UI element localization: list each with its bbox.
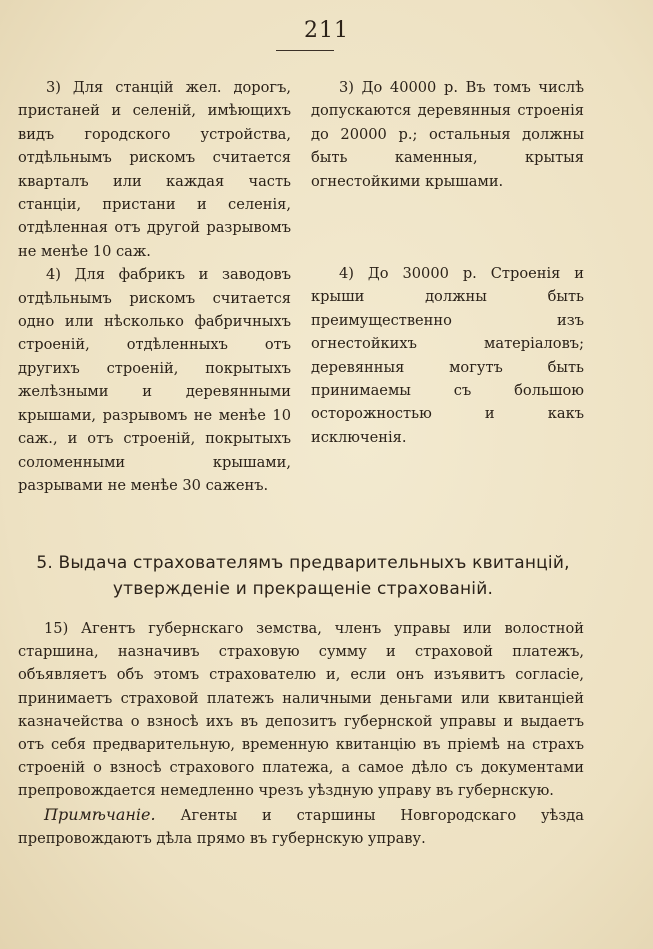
right-item-4: 4) До 30000 р. Строенія и крыши должны быть преимущественно изъ огнестойкихъ матеріаловъ; деревянныя могутъ быть принимаемы съ большою осторожностью и какъ исключенія. [311,265,584,446]
paragraph-15: 15) Агентъ губернскаго земства, членъ управы или волостной старшина, назначивъ страховую сумму и страховой платежъ, объявляетъ объ этомъ страхователю и, если онъ изъявитъ согласіе, принимаетъ страховой платежъ наличными деньгами или квитанціей казначейства о взносѣ ихъ въ депозитъ губернской управы и выдаетъ отъ себя предварительную, временную квитанцію въ пріемѣ на страхъ строеній о взносѣ страхового платежа, а самое дѣло съ документами препровождается немедленно чрезъ уѣздную управу въ губернскую. [18,620,584,800]
section-heading: 5. Выдача страхователямъ предварительныхъ квитанцій, утвержденіе и прекращеніе страхованій. [36,553,570,599]
note-label: Примѣчаніе. [44,804,156,824]
note-text: Агенты и старшины Новгородскаго уѣзда препровождаютъ дѣла прямо въ губернскую управу. [18,806,584,847]
right-item-3: 3) До 40000 р. Въ томъ числѣ допускаются деревянныя строенія до 20000 р.; остальныя должны быть каменныя, крытыя огнестойкими крышами. [311,79,584,190]
left-item-3: 3) Для станцій жел. дорогъ, пристаней и селеній, имѣющихъ видъ городского устройства, отдѣльнымъ рискомъ считается кварталъ или каждая часть станціи, пристани и селенія, отдѣленная отъ другой разрывомъ не менѣе 10 саж. [18,79,291,260]
right-column [311,76,584,449]
page-number: 211 [304,18,349,43]
page-number-rule [276,50,334,51]
left-column [18,76,291,497]
section-body [18,617,584,850]
note-paragraph [18,803,584,850]
left-item-4: 4) Для фабрикъ и заводовъ отдѣльнымъ рискомъ считается одно или нѣсколько фабричныхъ строеній, отдѣленныхъ отъ другихъ строеній, покрытыхъ желѣзными и деревянными крышами, разрывомъ не менѣе 10 саж., и отъ строеній, покрытыхъ соломенными крышами, разрывами не менѣе 30 саженъ. [18,266,291,494]
